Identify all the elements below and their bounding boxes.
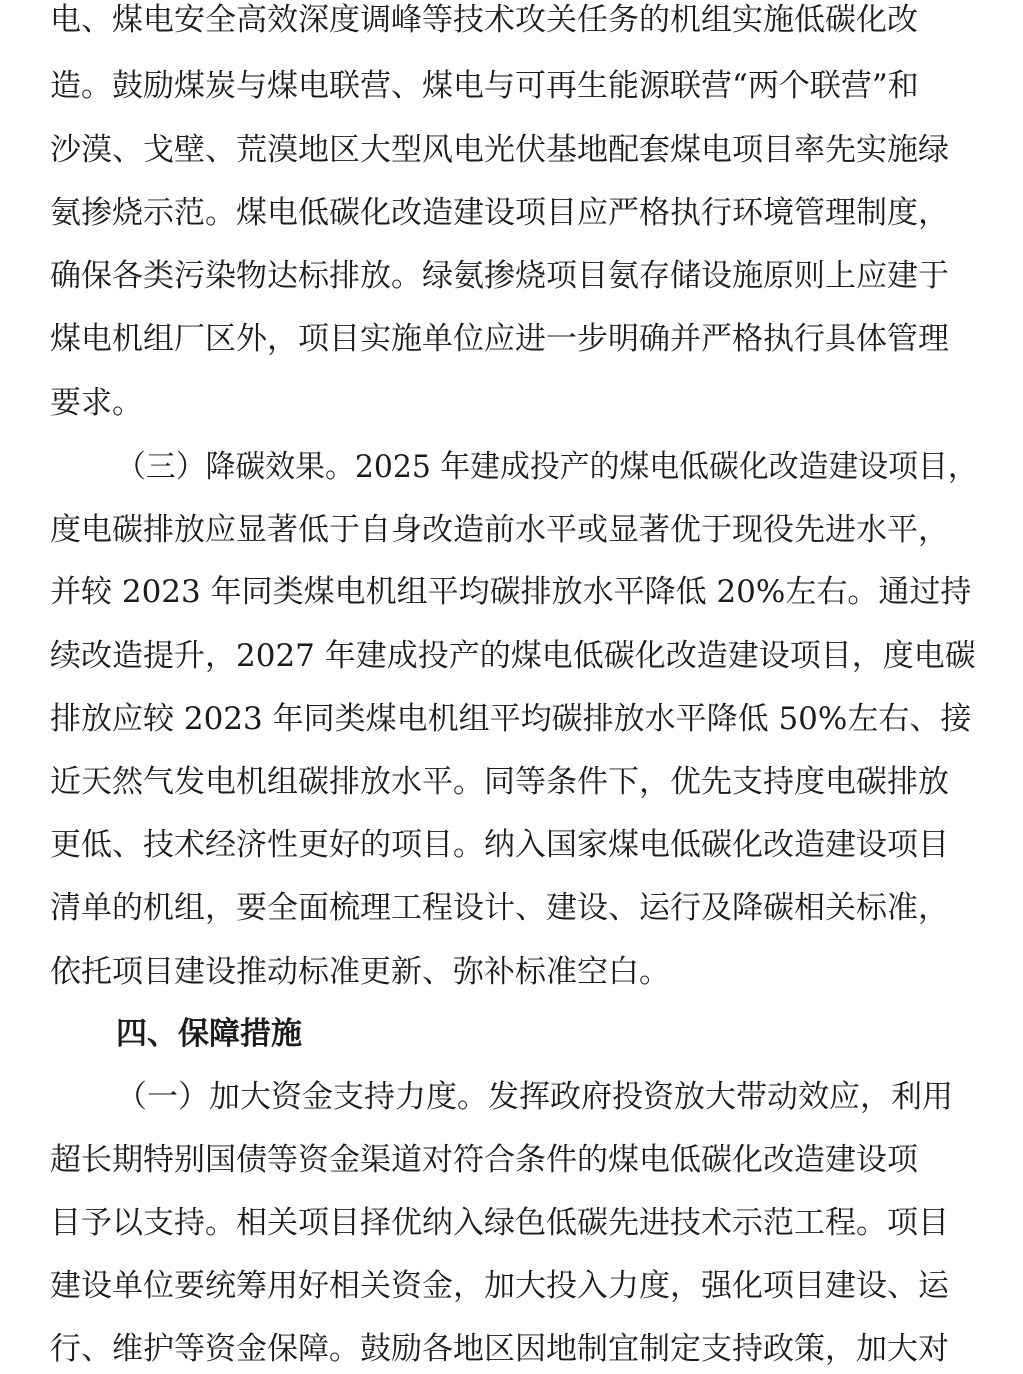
- section-heading: 四、保障措施: [116, 1016, 302, 1052]
- paragraph-line: 排放应较 2023 年同类煤电机组平均碳排放水平降低 50%左右、接: [50, 701, 972, 737]
- paragraph-line: 氨掺烧示范。煤电低碳化改造建设项目应严格执行环境管理制度，: [50, 195, 949, 231]
- section-3-first-line-rest: 2025 年建成投产的煤电低碳化改造建设项目，: [354, 449, 978, 485]
- paragraph-line: 电、煤电安全高效深度调峰等技术攻关任务的机组实施低碳化改: [50, 2, 918, 38]
- paragraph-line: 目予以支持。相关项目择优纳入绿色低碳先进技术示范工程。项目: [50, 1205, 949, 1241]
- section-4-1-first-line-rest: 发挥政府投资放大带动效应，利用: [488, 1079, 953, 1115]
- paragraph-line: 度电碳排放应显著低于自身改造前水平或显著优于现役先进水平，: [50, 512, 949, 548]
- paragraph-line: 造。鼓励煤炭与煤电联营、煤电与可再生能源联营“两个联营”和: [50, 68, 919, 104]
- section-3-first-line: [116, 447, 978, 487]
- paragraph-line: 超长期特别国债等资金渠道对符合条件的煤电低碳化改造建设项: [50, 1142, 918, 1178]
- paragraph-line: 续改造提升，2027 年建成投产的煤电低碳化改造建设项目，度电碳: [50, 638, 976, 674]
- paragraph-line: 更低、技术经济性更好的项目。纳入国家煤电低碳化改造建设项目: [50, 827, 949, 863]
- paragraph-line: 建设单位要统筹用好相关资金，加大投入力度，强化项目建设、运: [50, 1268, 949, 1304]
- paragraph-line: 依托项目建设推动标准更新、弥补标准空白。: [50, 954, 670, 990]
- paragraph-line: 行、维护等资金保障。鼓励各地区因地制宜制定支持政策，加大对: [50, 1331, 949, 1367]
- paragraph-line: 清单的机组，要全面梳理工程设计、建设、运行及降碳相关标准，: [50, 890, 949, 926]
- paragraph-line: 沙漠、戈壁、荒漠地区大型风电光伏基地配套煤电项目率先实施绿: [50, 132, 949, 168]
- paragraph-line: 煤电机组厂区外，项目实施单位应进一步明确并严格执行具体管理: [50, 321, 949, 357]
- paragraph-line: 确保各类污染物达标排放。绿氨掺烧项目氨存储设施原则上应建于: [50, 258, 949, 294]
- paragraph-line: 要求。: [50, 385, 143, 421]
- section-4-1-lead: （一）加大资金支持力度。: [116, 1079, 488, 1115]
- section-3-lead: （三）降碳效果。: [116, 449, 355, 485]
- paragraph-line: 近天然气发电机组碳排放水平。同等条件下，优先支持度电碳排放: [50, 764, 949, 800]
- paragraph-line: 并较 2023 年同类煤电机组平均碳排放水平降低 20%左右。通过持: [50, 574, 972, 610]
- section-4-1-first-line: [116, 1077, 953, 1117]
